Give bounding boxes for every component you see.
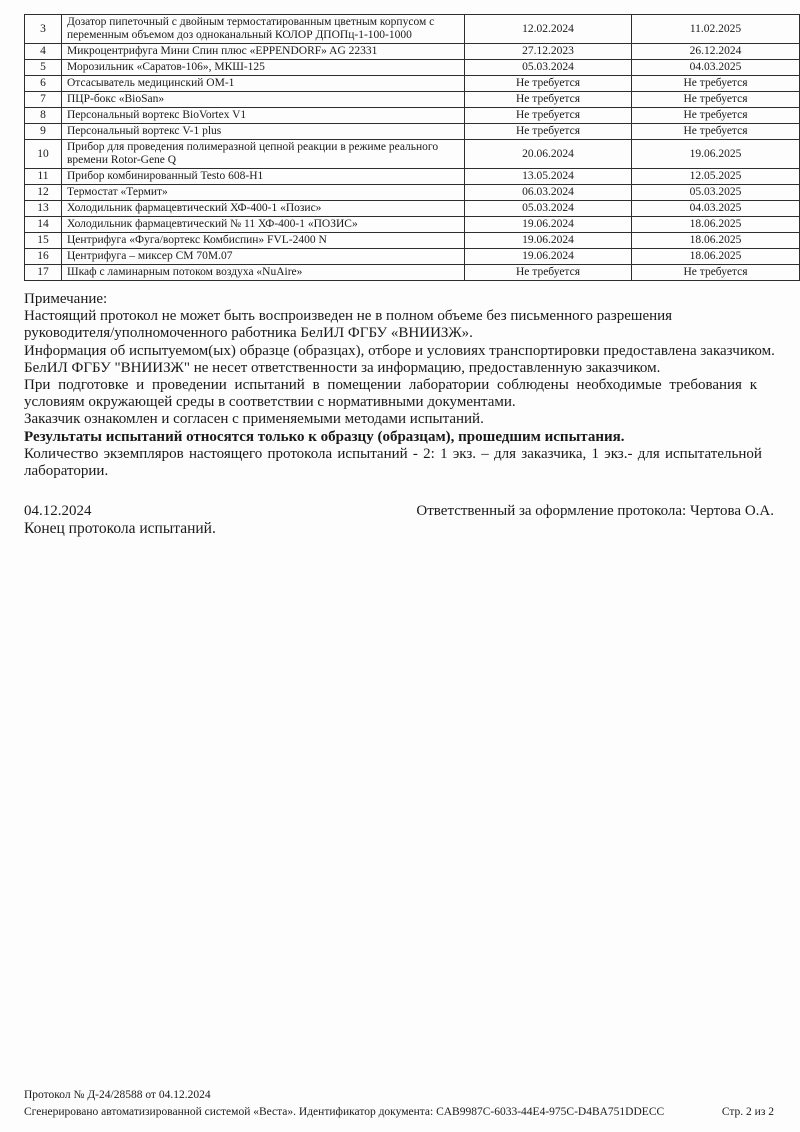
note-line: Заказчик ознакомлен и согласен с применяемыми методами испытаний. [24, 411, 484, 428]
page-footer [24, 1087, 774, 1121]
verification-date: Не требуется [465, 108, 632, 124]
row-number: 3 [25, 15, 62, 44]
row-number: 11 [25, 169, 62, 185]
table-row [25, 233, 800, 249]
verification-date: Не требуется [465, 92, 632, 108]
row-number: 5 [25, 60, 62, 76]
verification-date: 13.05.2024 [465, 169, 632, 185]
notes-section [24, 291, 774, 480]
row-number: 8 [25, 108, 62, 124]
row-number: 9 [25, 124, 62, 140]
table-row [25, 60, 800, 76]
note-line-results-bold: Результаты испытаний относятся только к образцу (образцам), прошедшим испытания. [24, 428, 625, 445]
equipment-name: Прибор для проведения полимеразной цепной реакции в режиме реального времени Rotor-Gene Q [62, 140, 465, 169]
equipment-name: ПЦР-бокс «BioSan» [62, 92, 465, 108]
verification-valid-until: 18.06.2025 [632, 249, 800, 265]
row-number: 12 [25, 185, 62, 201]
row-number: 4 [25, 44, 62, 60]
signature-block [24, 503, 774, 537]
table-row [25, 108, 800, 124]
verification-date: Не требуется [465, 265, 632, 281]
equipment-name: Термостат «Термит» [62, 185, 465, 201]
responsible-person: Ответственный за оформление протокола: Чертова О.А. [416, 503, 774, 519]
note-line: Количество экземпляров настоящего протокола испытаний - 2: 1 экз. – для заказчика, 1 экз.- для испытательной [24, 445, 762, 462]
footer-generated-info: Сгенерировано автоматизированной системой «Веста». Идентификатор документа: CAB9987C-6033-44E4-975C-D4BA751DDECC [24, 1106, 665, 1118]
table-row [25, 92, 800, 108]
table-row [25, 44, 800, 60]
equipment-name: Шкаф с ламинарным потоком воздуха «NuAire» [62, 265, 465, 281]
row-number: 17 [25, 265, 62, 281]
verification-valid-until: Не требуется [632, 76, 800, 92]
note-line: БелИЛ ФГБУ "ВНИИЗЖ" не несет ответственности за информацию, предоставленную заказчиком. [24, 359, 661, 376]
verification-date: 12.02.2024 [465, 15, 632, 44]
table-row [25, 201, 800, 217]
note-line: условиям окружающей среды в соответствии с нормативными документами. [24, 394, 516, 411]
row-number: 13 [25, 201, 62, 217]
equipment-name: Дозатор пипеточный с двойным термостатированным цветным корпусом с переменным объемом доз одноканальный КОЛОР ДПОПц-1-100-1000 [62, 15, 465, 44]
verification-date: 05.03.2024 [465, 201, 632, 217]
verification-date: 19.06.2024 [465, 217, 632, 233]
equipment-name: Центрифуга – миксер СМ 70М.07 [62, 249, 465, 265]
verification-date: 20.06.2024 [465, 140, 632, 169]
table-row [25, 15, 800, 44]
equipment-name: Микроцентрифуга Мини Спин плюс «EPPENDORF» AG 22331 [62, 44, 465, 60]
verification-date: 05.03.2024 [465, 60, 632, 76]
equipment-name: Прибор комбинированный Testo 608-H1 [62, 169, 465, 185]
row-number: 15 [25, 233, 62, 249]
table-row [25, 76, 800, 92]
verification-valid-until: 04.03.2025 [632, 201, 800, 217]
equipment-name: Персональный вортекс BioVortex V1 [62, 108, 465, 124]
verification-valid-until: 18.06.2025 [632, 233, 800, 249]
verification-valid-until: Не требуется [632, 108, 800, 124]
table-row [25, 169, 800, 185]
verification-valid-until: 05.03.2025 [632, 185, 800, 201]
table-row [25, 140, 800, 169]
verification-date: Не требуется [465, 124, 632, 140]
note-line: руководителя/уполномоченного работника БелИЛ ФГБУ «ВНИИЗЖ». [24, 325, 473, 342]
equipment-name: Морозильник «Саратов-106», МКШ-125 [62, 60, 465, 76]
end-of-protocol-text: Конец протокола испытаний. [24, 520, 216, 538]
verification-date: Не требуется [465, 76, 632, 92]
verification-valid-until: Не требуется [632, 124, 800, 140]
footer-protocol-number: Протокол № Д-24/28588 от 04.12.2024 [24, 1089, 211, 1101]
verification-valid-until: 04.03.2025 [632, 60, 800, 76]
table-row [25, 217, 800, 233]
verification-valid-until: Не требуется [632, 92, 800, 108]
note-line: Информация об испытуемом(ых) образце (образцах), отборе и условиях транспортировки предоставлена заказчиком. [24, 342, 775, 359]
verification-date: 06.03.2024 [465, 185, 632, 201]
equipment-name: Холодильник фармацевтический № 11 ХФ-400-1 «ПОЗИС» [62, 217, 465, 233]
protocol-date: 04.12.2024 [24, 503, 92, 519]
verification-valid-until: 12.05.2025 [632, 169, 800, 185]
equipment-name: Отсасыватель медицинский ОМ-1 [62, 76, 465, 92]
note-line: Настоящий протокол не может быть воспроизведен не в полном объеме без письменного разрешения [24, 308, 673, 325]
verification-valid-until: 11.02.2025 [632, 15, 800, 44]
verification-valid-until: 18.06.2025 [632, 217, 800, 233]
verification-date: 19.06.2024 [465, 249, 632, 265]
equipment-table [24, 14, 773, 281]
equipment-name: Персональный вортекс V-1 plus [62, 124, 465, 140]
row-number: 16 [25, 249, 62, 265]
equipment-name: Центрифуга «Фуга/вортекс Комбиспин» FVL-2400 N [62, 233, 465, 249]
verification-valid-until: Не требуется [632, 265, 800, 281]
notes-heading: Примечание: [24, 291, 108, 307]
row-number: 14 [25, 217, 62, 233]
table-row [25, 124, 800, 140]
table-row [25, 185, 800, 201]
row-number: 10 [25, 140, 62, 169]
footer-page-number: Стр. 2 из 2 [721, 1106, 774, 1118]
note-line: лаборатории. [24, 463, 109, 480]
verification-valid-until: 26.12.2024 [632, 44, 800, 60]
note-line: При подготовке и проведении испытаний в помещении лаборатории соблюдены необходимые требования к [24, 377, 757, 394]
row-number: 7 [25, 92, 62, 108]
table-row [25, 249, 800, 265]
row-number: 6 [25, 76, 62, 92]
verification-date: 19.06.2024 [465, 233, 632, 249]
verification-date: 27.12.2023 [465, 44, 632, 60]
equipment-name: Холодильник фармацевтический ХФ-400-1 «Позис» [62, 201, 465, 217]
table-row [25, 265, 800, 281]
verification-valid-until: 19.06.2025 [632, 140, 800, 169]
